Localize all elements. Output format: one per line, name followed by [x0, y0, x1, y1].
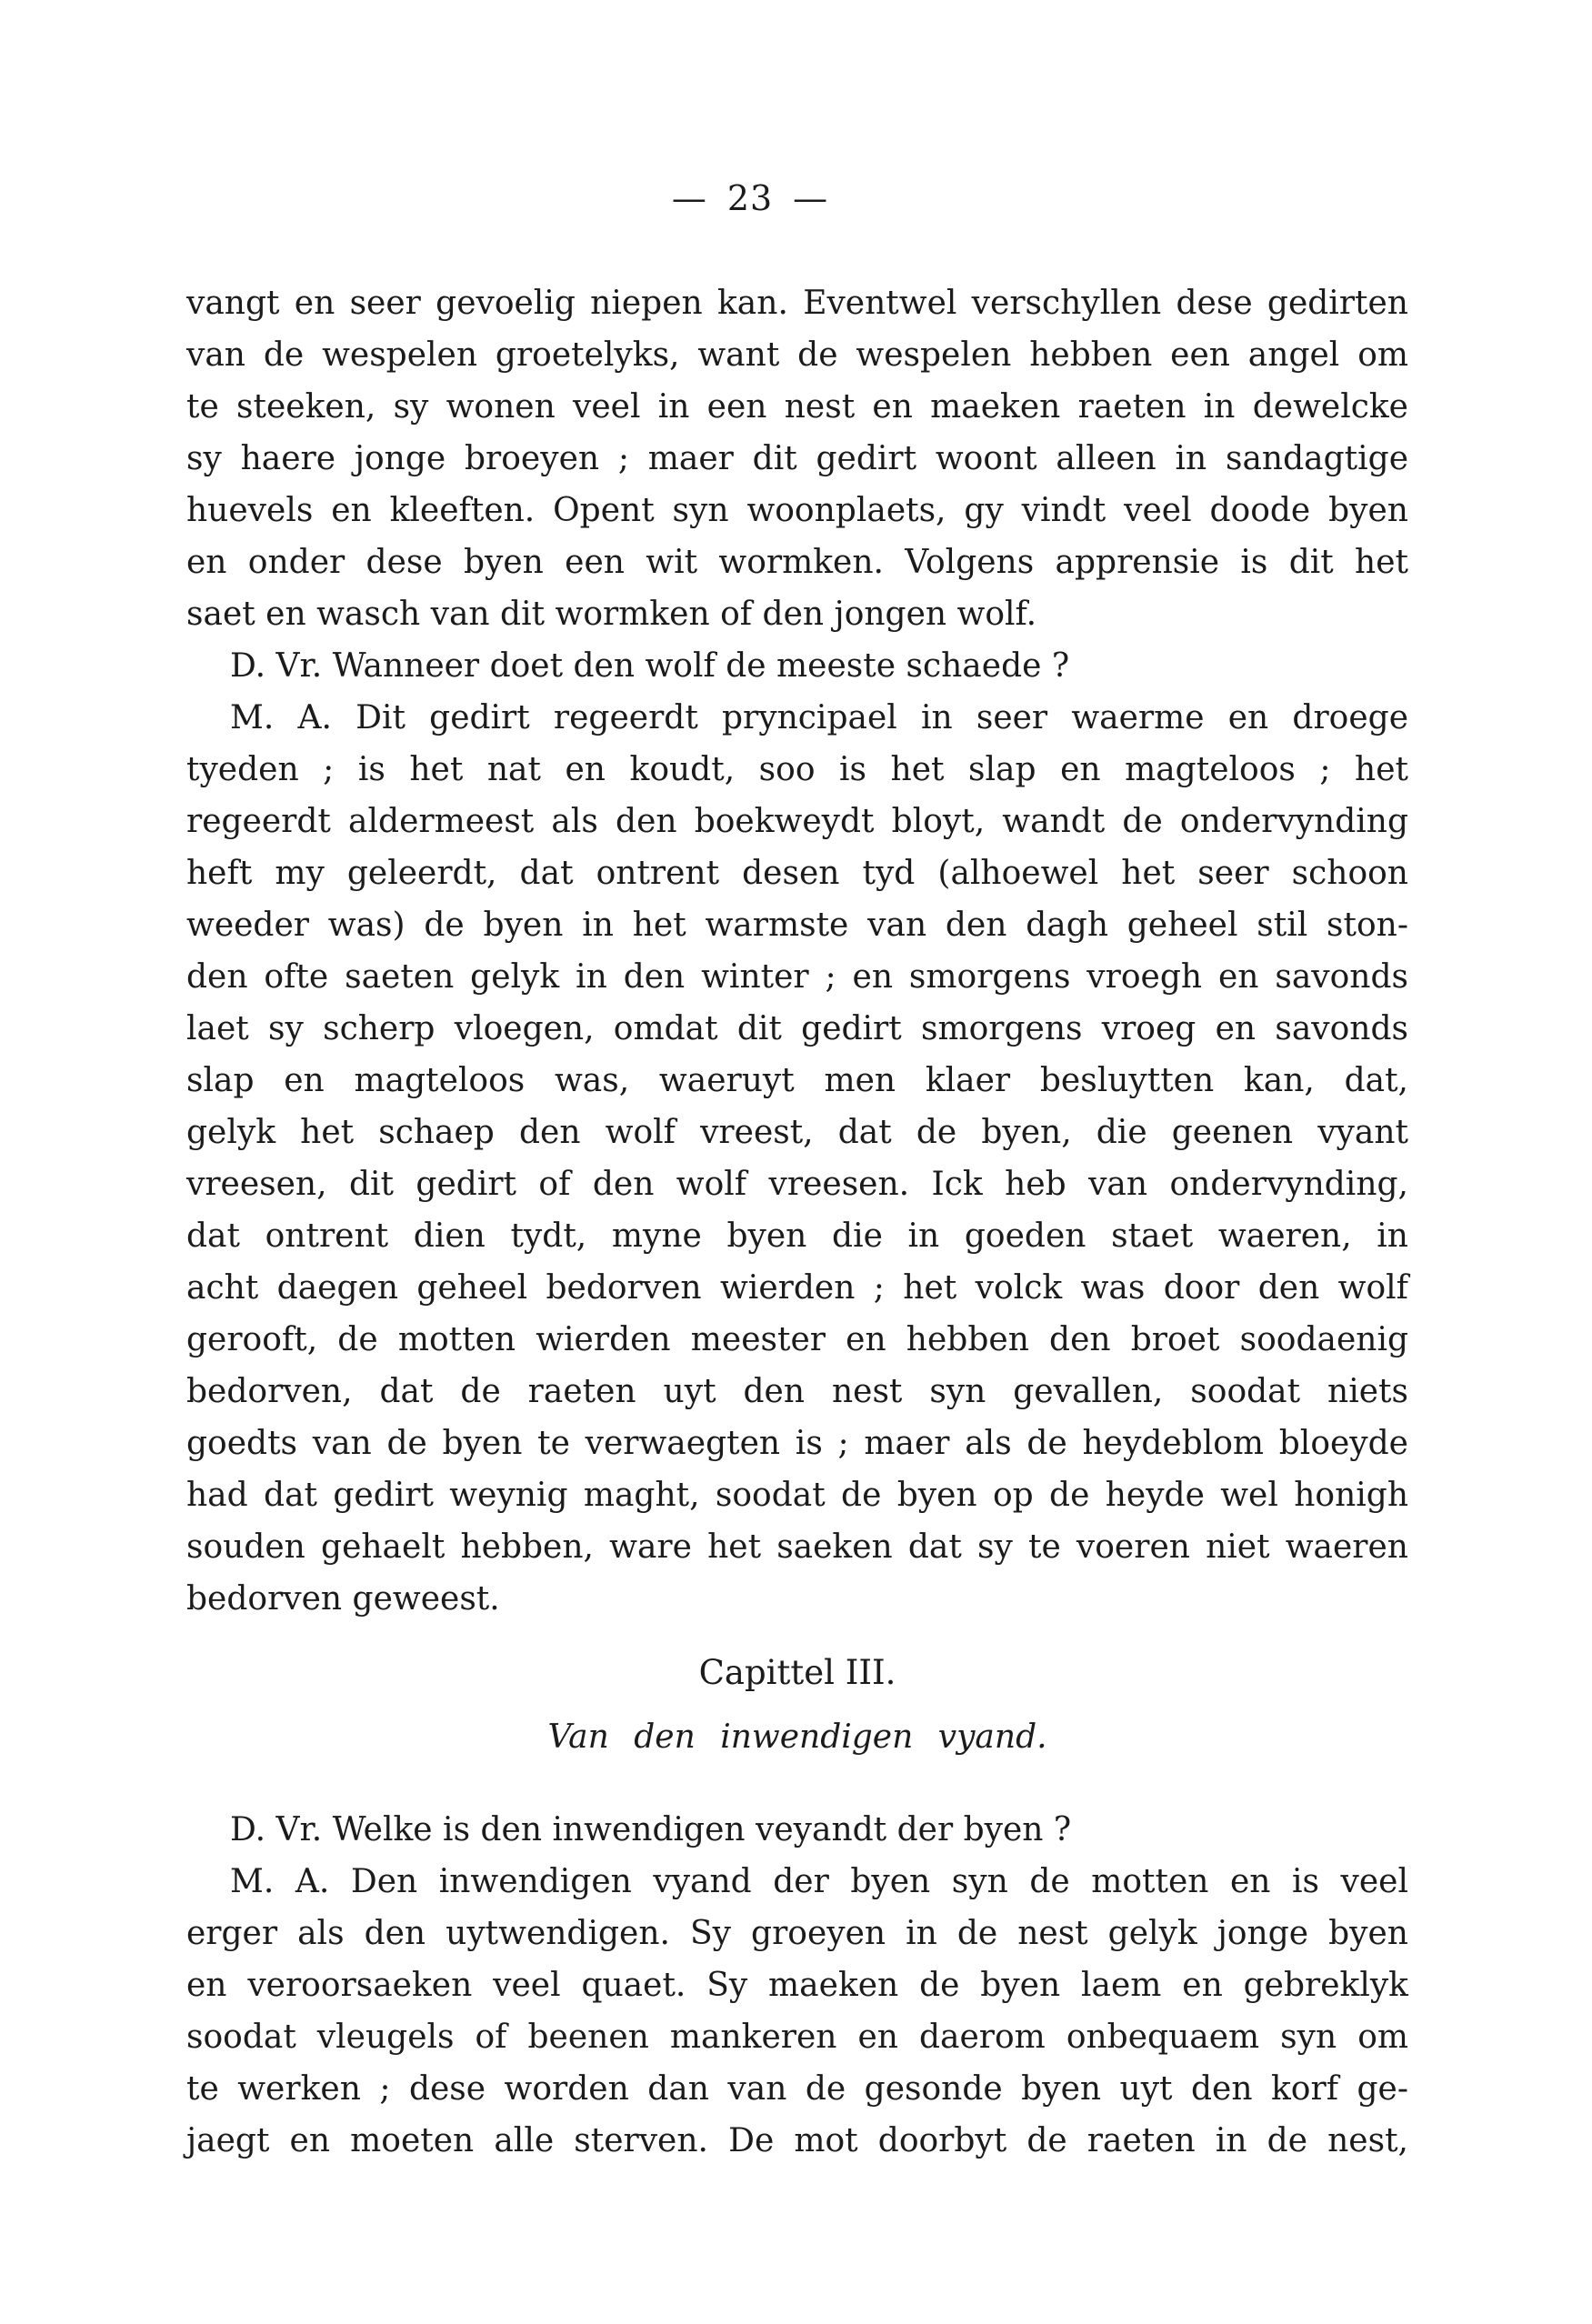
text-line: bedorven geweest.: [186, 1580, 500, 1618]
paragraph: [186, 640, 1408, 692]
text-line: tyeden ; is het nat en koudt, soo is het slap en magteloos ; het: [186, 751, 1408, 788]
text-line: D. Vr. Wanneer doet den wolf de meeste schaede ?: [230, 647, 1070, 685]
text-line: bedorven, dat de raeten uyt den nest syn gevallen, soodat niets: [186, 1373, 1408, 1410]
text-line: heft my geleerdt, dat ontrent desen tyd (alhoewel het seer schoon: [186, 855, 1408, 892]
text-line: en onder dese byen een wit wormken. Volgens apprensie is dit het: [186, 544, 1408, 581]
text-line: M. A. Den inwendigen vyand der byen syn de motten en is veel: [230, 1863, 1408, 1900]
paragraph: [186, 1804, 1408, 1856]
text-line: acht daegen geheel bedorven wierden ; het volck was door den wolf: [186, 1269, 1408, 1307]
text-line: den ofte saeten gelyk in den winter ; en smorgens vroegh en savonds: [186, 958, 1408, 996]
text-line: regeerdt aldermeest als den boekweydt bloyt, wandt de ondervynding: [186, 803, 1408, 840]
text-line: huevels en kleeften. Opent syn woonplaets, gy vindt veel doode byen: [186, 492, 1408, 529]
text-line: saet en wasch van dit wormken of den jongen wolf.: [186, 596, 1037, 633]
text-line: erger als den uytwendigen. Sy groeyen in de nest gelyk jonge byen: [186, 1915, 1408, 1952]
text-line: van de wespelen groetelyks, want de wespelen hebben een angel om: [186, 336, 1408, 374]
page-number: 23: [726, 178, 774, 218]
text-line: had dat gedirt weynig maght, soodat de byen op de heyde wel honigh: [186, 1477, 1408, 1514]
text-line: slap en magteloos was, waeruyt men klaer besluytten kan, dat,: [186, 1062, 1408, 1099]
text-line: D. Vr. Welke is den inwendigen veyandt der byen ?: [230, 1811, 1072, 1848]
header-right-dash: —: [793, 178, 829, 218]
text-line: laet sy scherp vloegen, omdat dit gedirt smorgens vroeg en savonds: [186, 1010, 1408, 1047]
text-line: vreesen, dit gedirt of den wolf vreesen. Ick heb van ondervynding,: [186, 1166, 1408, 1203]
paragraph: [186, 1856, 1408, 2167]
text-line: te werken ; dese worden dan van de gesonde byen uyt den korf ge-: [186, 2070, 1408, 2108]
text-line: en veroorsaeken veel quaet. Sy maeken de byen laem en gebreklyk: [186, 1967, 1408, 2004]
body-text-top: [186, 277, 1408, 1625]
text-line: sy haere jonge broeyen ; maer dit gedirt woont alleen in sandagtige: [186, 440, 1408, 477]
text-line: M. A. Dit gedirt regeerdt pryncipael in seer waerme en droege: [230, 699, 1408, 736]
text-line: weeder was) de byen in het warmste van den dagh geheel stil ston-: [186, 907, 1408, 944]
paragraph: [186, 692, 1408, 1625]
text-line: te steeken, sy wonen veel in een nest en maeken raeten in dewelcke: [186, 388, 1408, 426]
paragraph: [186, 277, 1408, 640]
text-line: jaegt en moeten alle sterven. De mot doorbyt de raeten in de nest,: [186, 2122, 1408, 2159]
text-line: gerooft, de motten wierden meester en hebben den broet soodaenig: [186, 1321, 1408, 1358]
header-left-dash: —: [671, 178, 707, 218]
body-text-bottom: [186, 1804, 1408, 2167]
text-line: goedts van de byen te verwaegten is ; maer als de heydeblom bloeyde: [186, 1425, 1408, 1462]
text-line: dat ontrent dien tydt, myne byen die in goeden staet waeren, in: [186, 1217, 1408, 1255]
chapter-subtitle: Van den inwendigen vyand.: [547, 1718, 1047, 1756]
text-line: souden gehaelt hebben, ware het saeken dat sy te voeren niet waeren: [186, 1528, 1408, 1566]
text-line: soodat vleugels of beenen mankeren en daerom onbequaem syn om: [186, 2018, 1408, 2056]
text-line: gelyk het schaep den wolf vreest, dat de byen, die geenen vyant: [186, 1114, 1408, 1151]
chapter-heading: Capittel III.: [698, 1653, 896, 1692]
page-header: [139, 178, 1361, 218]
text-line: vangt en seer gevoelig niepen kan. Eventwel verschyllen dese gedirten: [186, 285, 1408, 322]
